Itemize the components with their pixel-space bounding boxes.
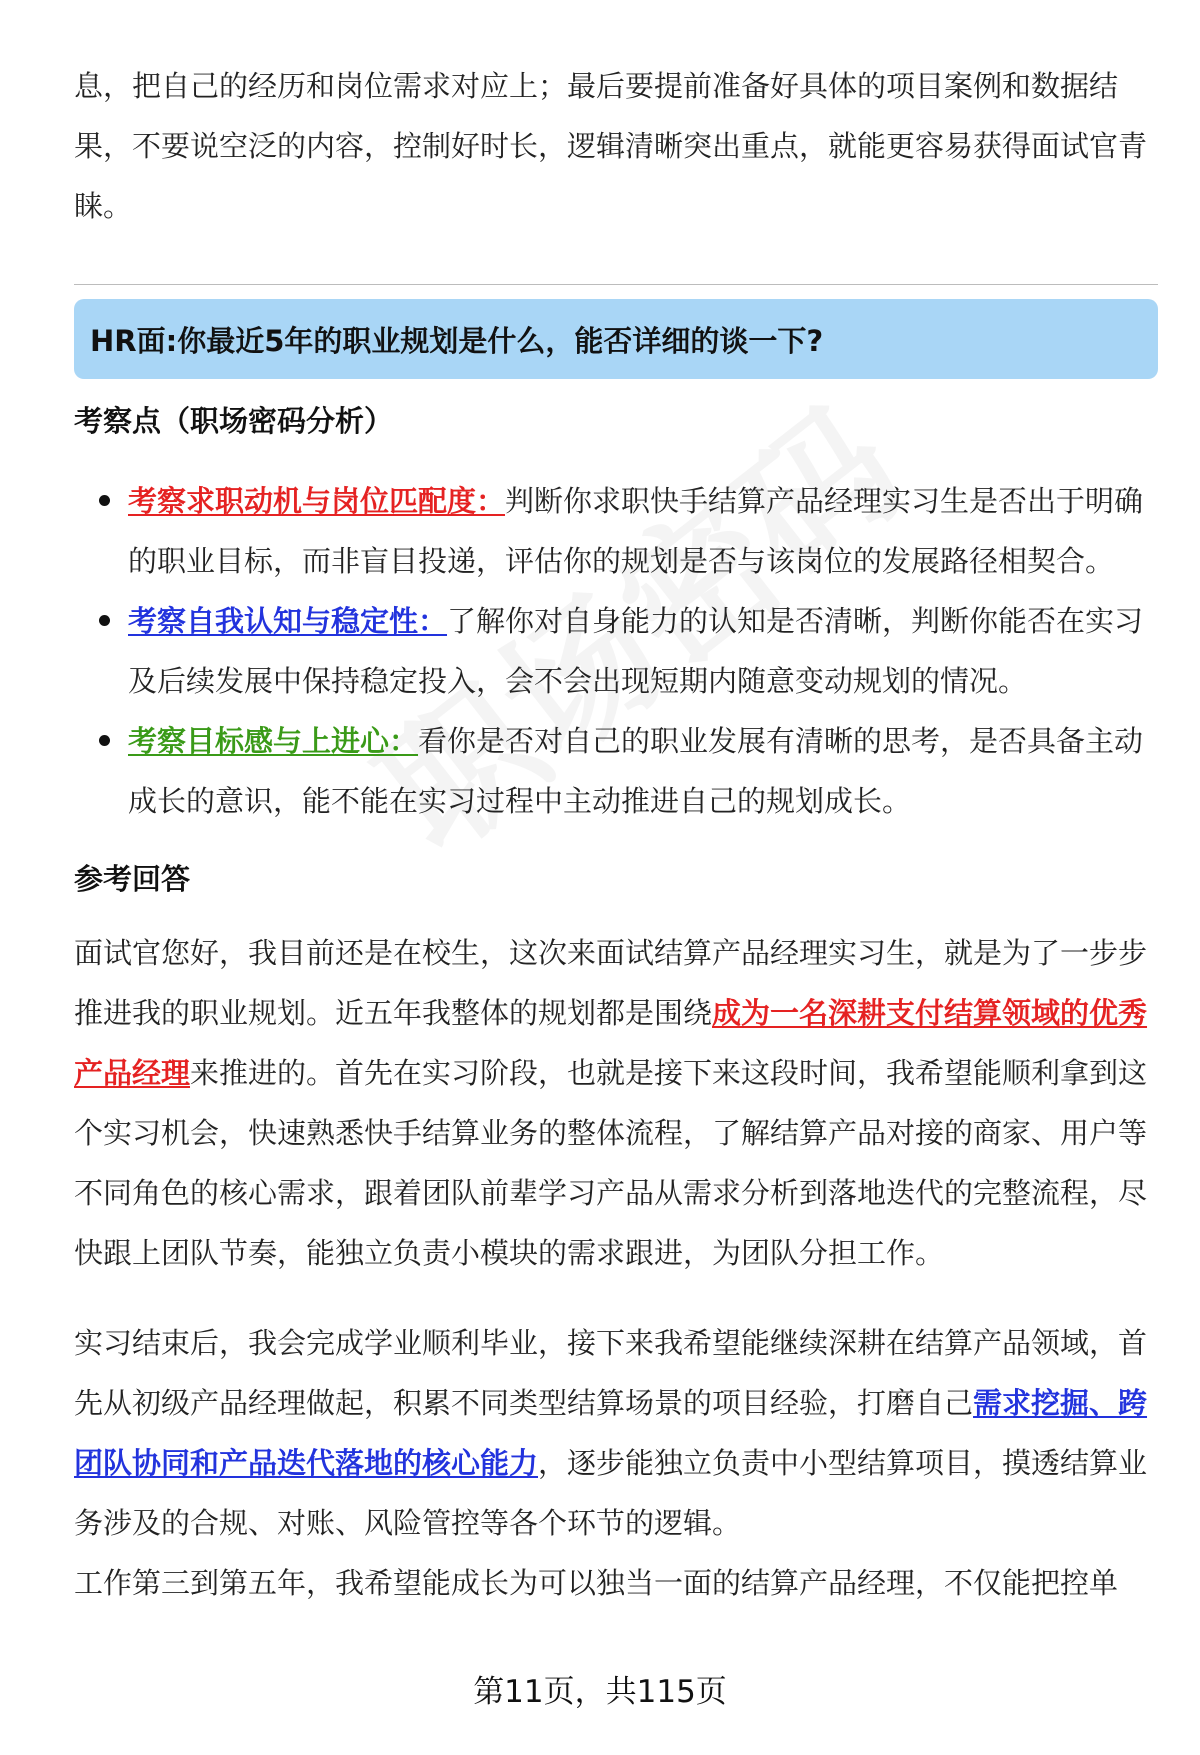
- bullet-icon: [99, 735, 110, 746]
- question-box: [74, 299, 1158, 379]
- focus-item: [128, 711, 1158, 831]
- answer-p2-before: 实习结束后，我会完成学业顺利毕业，接下来我希望能继续深耕在结算产品领域，首先从初级产品经理做起，积累不同类型结算场景的项目经验，打磨自己: [74, 1326, 1148, 1420]
- question-text: HR面:你最近5年的职业规划是什么，能否详细的谈一下?: [90, 323, 824, 358]
- focus-item-text: 判断你求职快手结算产品经理实习生是否出于明确的职业目标，而非盲目投递，评估你的规划是否与该岗位的发展路径相契合。: [128, 484, 1144, 578]
- answer-p2-highlight: 需求挖掘、跨团队协同和产品迭代落地的核心能力: [74, 1386, 1148, 1480]
- intro-paragraph: 息，把自己的经历和岗位需求对应上；最后要提前准备好具体的项目案例和数据结果，不要说空泛的内容，控制好时长，逻辑清晰突出重点，就能更容易获得面试官青睐。: [74, 69, 1148, 223]
- answer-paragraph-2: [74, 1313, 1158, 1553]
- bullet-icon: [99, 495, 110, 506]
- answer-p1-before: 面试官您好，我目前还是在校生，这次来面试结算产品经理实习生，就是为了一步步推进我的职业规划。近五年我整体的规划都是围绕: [74, 936, 1148, 1030]
- document-page: [74, 56, 1158, 1613]
- section-divider: [74, 284, 1158, 285]
- focus-item-text: 看你是否对自己的职业发展有清晰的思考，是否具备主动成长的意识，能不能在实习过程中主动推进自己的规划成长。: [128, 724, 1144, 818]
- focus-item-label: 考察求职动机与岗位匹配度：: [128, 484, 506, 518]
- answer-paragraph-3: 工作第三到第五年，我希望能成长为可以独当一面的结算产品经理，不仅能把控单: [74, 1566, 1119, 1600]
- focus-item: [128, 471, 1158, 591]
- answer-p2-after: ，逐步能独立负责中小型结算项目，摸透结算业务涉及的合规、对账、风险管控等各个环节的逻辑。: [74, 1446, 1148, 1540]
- bullet-icon: [99, 615, 110, 626]
- focus-list: [74, 471, 1158, 831]
- answer-paragraph-1: [74, 923, 1158, 1283]
- focus-item: [128, 591, 1158, 711]
- page-number: 第11页，共115页: [473, 1674, 727, 1710]
- focus-title: 考察点（职场密码分析）: [74, 404, 394, 438]
- answer-p1-highlight: 成为一名深耕支付结算领域的优秀产品经理: [74, 996, 1148, 1090]
- focus-item-label: 考察目标感与上进心：: [128, 724, 419, 758]
- focus-item-text: 了解你对自身能力的认知是否清晰，判断你能否在实习及后续发展中保持稳定投入，会不会出现短期内随意变动规划的情况。: [128, 604, 1144, 698]
- focus-item-label: 考察自我认知与稳定性：: [128, 604, 448, 638]
- answer-p1-after: 来推进的。首先在实习阶段，也就是接下来这段时间，我希望能顺利拿到这个实习机会，快速熟悉快手结算业务的整体流程，了解结算产品对接的商家、用户等不同角色的核心需求，跟着团队前辈学习产品从需求分析到落地迭代的完整流程，尽快跟上团队节奏，能独立负责小模块的需求跟进，为团队分担工作。: [74, 1056, 1148, 1270]
- answer-title: 参考回答: [74, 862, 191, 896]
- paragraph-gap: [74, 1283, 1158, 1313]
